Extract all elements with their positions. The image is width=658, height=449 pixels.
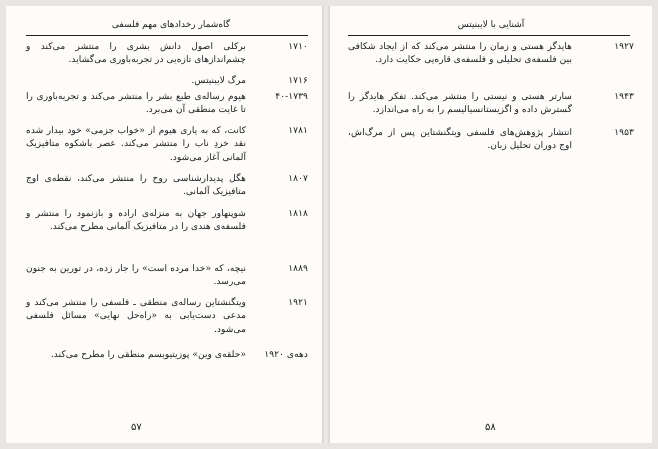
page-number: ۵۸ (485, 422, 496, 433)
entry-year: ۱۹۲۷ (614, 41, 634, 52)
left-page (6, 6, 322, 443)
timeline-entry (26, 90, 308, 117)
timeline-entry (348, 40, 634, 67)
entry-text: هایدگر هستی و زمان را منتشر می‌کند که از ایجاد شکافی بین فلسفه‌ی تحلیلی و فلسفه‌ی قاره‌یی حکایت دارد. (348, 41, 572, 66)
page-number: ۵۷ (131, 422, 142, 433)
timeline-entry (26, 124, 308, 164)
entry-year: ۱۷۱۰ (288, 41, 308, 52)
entry-text: مرگ لایبنیتس. (191, 75, 246, 86)
timeline-entry (26, 172, 308, 199)
entry-year: ۱۸۱۸ (288, 208, 308, 219)
entry-text: هگل پدیدارشناسی روح را منتشر می‌کند، نقطه‌ی اوج متافیزیک آلمانی. (26, 173, 246, 198)
header-rule (26, 35, 308, 36)
timeline-entry (348, 90, 634, 117)
book-gutter (322, 6, 330, 443)
entry-text: شوپنهاور جهان به منزله‌ی اراده و بازنمود را منتشر و فلسفه‌ی هندی را در متافیزیک آلمانی مطرح می‌کند. (26, 208, 246, 233)
entry-text: انتشار پژوهش‌های فلسفی ویتگنشتاین پس از مرگ‌اش، اوج دوران تحلیل زبان. (348, 127, 572, 152)
running-header: گاه‌شمار رخدادهای مهم فلسفی (111, 20, 231, 30)
entry-text: نیچه، که «خدا مرده است» را جار زده، در تورین به جنون می‌رسد. (26, 263, 246, 288)
timeline-entry (26, 262, 308, 289)
entry-text: هیوم رساله‌ی طبع بشر را منتشر می‌کند و تجربه‌باوری را تا غایت منطقی آن می‌برد. (26, 91, 246, 116)
timeline-entry (348, 126, 634, 153)
entry-year: ۱۹۲۱ (288, 297, 308, 308)
entry-year: ۱۹۴۳ (614, 91, 634, 102)
entry-year: ۴۰-۱۷۳۹ (275, 91, 308, 102)
timeline-entry (26, 296, 308, 336)
timeline-entry (26, 348, 308, 361)
entry-year: ۱۸۰۷ (288, 173, 308, 184)
running-header: آشنایی با لایبنیتس (457, 20, 525, 30)
entry-text: ویتگنشتاین رساله‌ی منطقی ـ فلسفی را منتشر می‌کند و مدعی دست‌یابی به «راه‌حل نهایی» مسائل فلسفی می‌شود. (26, 297, 246, 335)
entry-text: سارتر هستی و نیستی را منتشر می‌کند. تفکر هایدگر را گسترش داده و اگزیستانسیالیسم را به راه می‌اندازد. (348, 91, 572, 116)
entry-text: کانت، که به یاری هیوم از «خواب جزمی» خود بیدار شده نقد خردِ ناب را منتشر می‌کند. عصر باشکوه متافیزیک آلمانی آغاز می‌شود. (26, 125, 246, 163)
timeline-entry (26, 207, 308, 234)
header-rule (348, 35, 630, 36)
timeline-entry (26, 40, 308, 67)
entry-year: ۱۷۱۶ (288, 75, 308, 86)
entry-year: ۱۸۸۹ (288, 263, 308, 274)
entry-year: ۱۹۵۳ (614, 127, 634, 138)
entry-year: ۱۷۸۱ (288, 125, 308, 136)
entry-text: برکلی اصول دانش بشری را منتشر می‌کند و چشم‌اندازهای تازه‌یی در تجربه‌باوری می‌گشاید. (26, 41, 246, 66)
timeline-entry (26, 74, 308, 87)
right-page (330, 6, 652, 443)
entry-year: دهه‌ی ۱۹۲۰ (264, 349, 308, 360)
entry-text: «حلقه‌ی وین» پوزیتیویسم منطقی را مطرح می‌کند. (50, 349, 246, 360)
